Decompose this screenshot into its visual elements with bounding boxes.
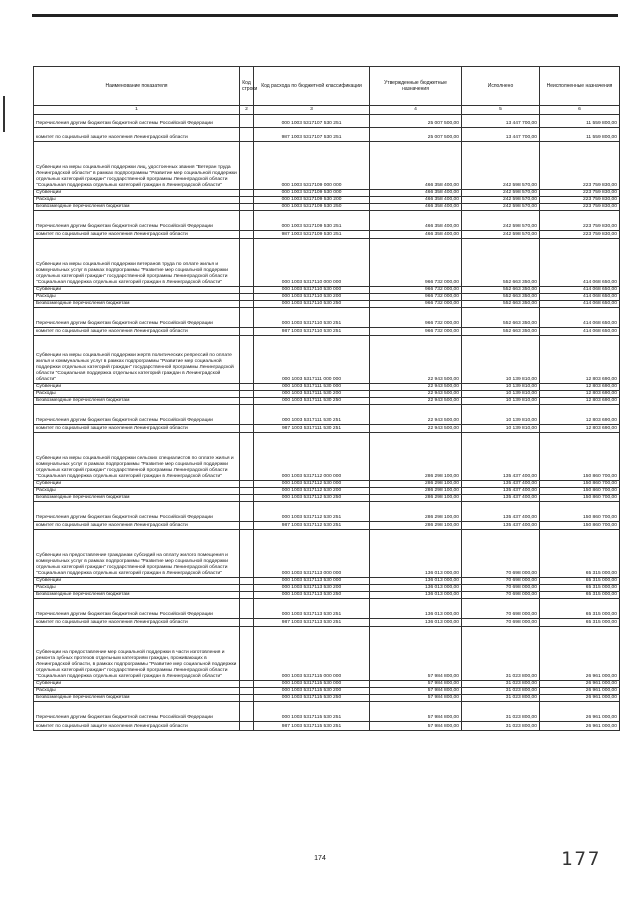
indicator-name-cell: Субвенции (34, 481, 240, 488)
approved-amount-cell: 136 013 000,00 (370, 578, 462, 585)
approved-amount-cell: 286 298 100,00 (370, 495, 462, 502)
indicator-name-cell: комитет по социальной защите населения Ленинградской области (34, 619, 240, 627)
approved-amount-cell: 966 732 000,00 (370, 328, 462, 336)
table-row (34, 384, 620, 391)
row-code-cell (240, 530, 254, 578)
table-row (34, 405, 620, 425)
unexecuted-amount-cell: 223 759 830,00 (540, 211, 620, 231)
unexecuted-amount-cell: 12 803 690,00 (540, 398, 620, 405)
expense-code-cell: 987 1003 5317112 530 251 (254, 522, 370, 530)
indicator-name-cell: Субвенции (34, 190, 240, 197)
unexecuted-amount-cell: 223 759 830,00 (540, 190, 620, 197)
expense-code-cell: 000 1003 5317115 530 251 (254, 702, 370, 722)
column-number: 6 (540, 106, 620, 115)
expense-code-cell: 000 1003 5317112 000 000 (254, 433, 370, 481)
expense-code-cell: 000 1003 5317111 530 251 (254, 405, 370, 425)
table-row (34, 627, 620, 681)
indicator-name-cell: Расходы (34, 197, 240, 204)
approved-amount-cell: 22 943 500,00 (370, 425, 462, 433)
indicator-name-cell: Перечисления другим бюджетам бюджетной системы Российской Федерации (34, 405, 240, 425)
expense-code-cell: 000 1003 5317113 000 000 (254, 530, 370, 578)
approved-amount-cell: 136 013 000,00 (370, 599, 462, 619)
table-row (34, 502, 620, 522)
table-row (34, 231, 620, 239)
indicator-name-cell: Безвозмездные перечисления бюджетам (34, 495, 240, 502)
expense-code-cell: 000 1003 5317115 530 250 (254, 695, 370, 702)
approved-amount-cell: 22 943 500,00 (370, 336, 462, 384)
row-code-cell (240, 231, 254, 239)
page-number: 174 (314, 855, 326, 862)
approved-amount-cell: 57 984 800,00 (370, 722, 462, 731)
approved-amount-cell: 286 298 100,00 (370, 433, 462, 481)
executed-amount-cell: 10 139 810,00 (462, 425, 540, 433)
expense-code-cell: 000 1003 5317110 000 000 (254, 239, 370, 287)
table-row (34, 722, 620, 731)
row-code-cell (240, 722, 254, 731)
indicator-name-cell: Субвенции на предоставление гражданам субсидий на оплату жилого помещения и коммунальных услуг в рамках подпрограммы "Развитие мер социальной поддержки отдельных категорий граждан" государственной программы Ленинградской области "Социальная поддержка отдельных категорий граждан в Ленинградской области" (34, 530, 240, 578)
indicator-name-cell: Перечисления другим бюджетам бюджетной системы Российской Федерации (34, 211, 240, 231)
executed-amount-cell: 70 698 000,00 (462, 599, 540, 619)
table-row (34, 211, 620, 231)
indicator-name-cell: Субвенции (34, 384, 240, 391)
expense-code-cell: 000 1003 5317109 530 251 (254, 211, 370, 231)
approved-amount-cell: 25 007 500,00 (370, 115, 462, 128)
row-code-cell (240, 433, 254, 481)
table-row (34, 522, 620, 530)
table-row (34, 425, 620, 433)
table-row (34, 398, 620, 405)
table-row (34, 142, 620, 190)
executed-amount-cell: 10 139 810,00 (462, 336, 540, 384)
unexecuted-amount-cell: 26 961 000,00 (540, 681, 620, 688)
expense-code-cell: 987 1003 5317111 530 251 (254, 425, 370, 433)
approved-amount-cell: 57 984 800,00 (370, 702, 462, 722)
unexecuted-amount-cell: 12 803 690,00 (540, 425, 620, 433)
column-number: 4 (370, 106, 462, 115)
indicator-name-cell: Безвозмездные перечисления бюджетам (34, 398, 240, 405)
approved-amount-cell: 25 007 500,00 (370, 128, 462, 142)
unexecuted-amount-cell: 26 961 000,00 (540, 702, 620, 722)
executed-amount-cell: 242 598 570,00 (462, 190, 540, 197)
row-code-cell (240, 702, 254, 722)
approved-amount-cell: 286 298 100,00 (370, 488, 462, 495)
approved-amount-cell: 966 732 000,00 (370, 308, 462, 328)
unexecuted-amount-cell: 11 559 800,00 (540, 115, 620, 128)
row-code-cell (240, 115, 254, 128)
unexecuted-amount-cell: 65 315 000,00 (540, 578, 620, 585)
column-number: 5 (462, 106, 540, 115)
row-code-cell (240, 405, 254, 425)
executed-amount-cell: 70 698 000,00 (462, 619, 540, 627)
indicator-name-cell: Расходы (34, 488, 240, 495)
executed-amount-cell: 552 663 350,00 (462, 301, 540, 308)
table-row (34, 681, 620, 688)
indicator-name-cell: Перечисления другим бюджетам бюджетной системы Российской Федерации (34, 308, 240, 328)
column-number: 3 (254, 106, 370, 115)
approved-amount-cell: 57 984 800,00 (370, 695, 462, 702)
expense-code-cell: 000 1003 5317110 530 200 (254, 294, 370, 301)
table-row (34, 328, 620, 336)
unexecuted-amount-cell: 12 803 690,00 (540, 405, 620, 425)
unexecuted-amount-cell: 150 860 700,00 (540, 488, 620, 495)
executed-amount-cell: 31 023 800,00 (462, 688, 540, 695)
expense-code-cell: 987 1003 5317115 530 251 (254, 722, 370, 731)
approved-amount-cell: 136 013 000,00 (370, 585, 462, 592)
executed-amount-cell: 70 698 000,00 (462, 530, 540, 578)
unexecuted-amount-cell: 65 315 000,00 (540, 592, 620, 599)
executed-amount-cell: 135 437 400,00 (462, 488, 540, 495)
indicator-name-cell: комитет по социальной защите населения Ленинградской области (34, 128, 240, 142)
row-code-cell (240, 585, 254, 592)
executed-amount-cell: 135 437 400,00 (462, 502, 540, 522)
expense-code-cell: 000 1003 5317112 530 200 (254, 488, 370, 495)
row-code-cell (240, 239, 254, 287)
table-row (34, 128, 620, 142)
expense-code-cell: 000 1003 5317115 530 200 (254, 688, 370, 695)
expense-code-cell: 000 1003 5317112 530 250 (254, 495, 370, 502)
unexecuted-amount-cell: 11 559 800,00 (540, 128, 620, 142)
indicator-name-cell: Субвенции на меры социальной поддержки сельских специалистов по оплате жилья и коммунальных услуг в рамках подпрограммы "Развитие мер социальной поддержки отдельных категорий граждан" государственной программы Ленинградской области "Социальная поддержка отдельных категорий граждан в Ленинградской области" (34, 433, 240, 481)
indicator-name-cell: Перечисления другим бюджетам бюджетной системы Российской Федерации (34, 115, 240, 128)
table-row (34, 308, 620, 328)
approved-amount-cell: 466 358 400,00 (370, 231, 462, 239)
approved-amount-cell: 466 358 400,00 (370, 197, 462, 204)
executed-amount-cell: 242 598 570,00 (462, 197, 540, 204)
table-row (34, 433, 620, 481)
indicator-name-cell: Расходы (34, 688, 240, 695)
indicator-name-cell: Перечисления другим бюджетам бюджетной системы Российской Федерации (34, 599, 240, 619)
expense-code-cell: 987 1003 5317109 530 251 (254, 231, 370, 239)
table-row (34, 197, 620, 204)
approved-amount-cell: 22 943 500,00 (370, 384, 462, 391)
column-number: 2 (240, 106, 254, 115)
executed-amount-cell: 10 139 810,00 (462, 391, 540, 398)
indicator-name-cell: комитет по социальной защите населения Ленинградской области (34, 425, 240, 433)
unexecuted-amount-cell: 223 759 830,00 (540, 197, 620, 204)
indicator-name-cell: Субвенции на меры социальной поддержки ветеранов труда по оплате жилья и коммунальных услуг в рамках подпрограммы "Развитие мер социальной поддержки отдельных категорий граждан" государственной программы Ленинградской области "Социальная поддержка отдельных категорий граждан в Ленинградской области" (34, 239, 240, 287)
expense-code-cell: 000 1003 5317110 530 000 (254, 287, 370, 294)
executed-amount-cell: 242 598 570,00 (462, 204, 540, 211)
indicator-name-cell: Субвенции на меры социальной поддержки жертв политических репрессий по оплате жилья и коммунальных услуг в рамках подпрограммы "Развитие мер социальной поддержки отдельных категорий граждан" государственной программы Ленинградской области "Социальная поддержка отдельных категорий граждан в Ленинградской области" (34, 336, 240, 384)
table-row (34, 301, 620, 308)
row-code-cell (240, 128, 254, 142)
executed-amount-cell: 552 663 350,00 (462, 294, 540, 301)
indicator-name-cell: Расходы (34, 294, 240, 301)
table-row (34, 391, 620, 398)
unexecuted-amount-cell: 414 068 650,00 (540, 239, 620, 287)
row-code-cell (240, 695, 254, 702)
indicator-name-cell: Безвозмездные перечисления бюджетам (34, 204, 240, 211)
executed-amount-cell: 242 598 570,00 (462, 142, 540, 190)
unexecuted-amount-cell: 414 068 650,00 (540, 287, 620, 294)
indicator-name-cell: Субвенции (34, 578, 240, 585)
unexecuted-amount-cell: 12 803 690,00 (540, 384, 620, 391)
indicator-name-cell: Расходы (34, 585, 240, 592)
unexecuted-amount-cell: 65 315 000,00 (540, 530, 620, 578)
expense-code-cell: 987 1003 5317113 530 251 (254, 619, 370, 627)
row-code-cell (240, 287, 254, 294)
unexecuted-amount-cell: 26 961 000,00 (540, 688, 620, 695)
unexecuted-amount-cell: 26 961 000,00 (540, 695, 620, 702)
unexecuted-amount-cell: 414 068 650,00 (540, 301, 620, 308)
table-row (34, 488, 620, 495)
row-code-cell (240, 197, 254, 204)
unexecuted-amount-cell: 223 759 830,00 (540, 142, 620, 190)
row-code-cell (240, 578, 254, 585)
expense-code-cell: 000 1003 5317115 000 000 (254, 627, 370, 681)
header-row-code: Код строки (240, 67, 254, 106)
executed-amount-cell: 70 698 000,00 (462, 578, 540, 585)
approved-amount-cell: 466 358 400,00 (370, 142, 462, 190)
approved-amount-cell: 22 943 500,00 (370, 391, 462, 398)
approved-amount-cell: 136 013 000,00 (370, 619, 462, 627)
executed-amount-cell: 552 663 350,00 (462, 239, 540, 287)
expense-code-cell: 000 1003 5317112 530 000 (254, 481, 370, 488)
executed-amount-cell: 552 663 350,00 (462, 328, 540, 336)
expense-code-cell: 000 1003 5317113 530 200 (254, 585, 370, 592)
unexecuted-amount-cell: 223 759 830,00 (540, 231, 620, 239)
unexecuted-amount-cell: 150 860 700,00 (540, 495, 620, 502)
header-unexecuted: Неисполненные назначения (540, 67, 620, 106)
executed-amount-cell: 10 139 810,00 (462, 384, 540, 391)
expense-code-cell: 000 1003 5317113 530 000 (254, 578, 370, 585)
executed-amount-cell: 70 698 000,00 (462, 592, 540, 599)
executed-amount-cell: 135 437 400,00 (462, 433, 540, 481)
executed-amount-cell: 31 023 800,00 (462, 681, 540, 688)
executed-amount-cell: 31 023 800,00 (462, 722, 540, 731)
expense-code-cell: 000 1003 5317109 000 000 (254, 142, 370, 190)
header-row (34, 67, 620, 106)
column-number: 1 (34, 106, 240, 115)
unexecuted-amount-cell: 414 068 650,00 (540, 308, 620, 328)
unexecuted-amount-cell: 150 860 700,00 (540, 481, 620, 488)
executed-amount-cell: 70 698 000,00 (462, 585, 540, 592)
approved-amount-cell: 466 358 400,00 (370, 190, 462, 197)
indicator-name-cell: комитет по социальной защите населения Ленинградской области (34, 328, 240, 336)
expense-code-cell: 987 1003 5317107 530 251 (254, 128, 370, 142)
approved-amount-cell: 966 732 000,00 (370, 294, 462, 301)
approved-amount-cell: 136 013 000,00 (370, 592, 462, 599)
indicator-name-cell: комитет по социальной защите населения Ленинградской области (34, 522, 240, 530)
table-row (34, 294, 620, 301)
table-row (34, 578, 620, 585)
indicator-name-cell: комитет по социальной защите населения Ленинградской области (34, 231, 240, 239)
expense-code-cell: 000 1003 5317112 530 251 (254, 502, 370, 522)
expense-code-cell: 000 1003 5317111 000 000 (254, 336, 370, 384)
row-code-cell (240, 599, 254, 619)
margin-mark (3, 96, 5, 132)
unexecuted-amount-cell: 65 315 000,00 (540, 585, 620, 592)
table-row (34, 190, 620, 197)
top-rule (32, 14, 618, 17)
row-code-cell (240, 522, 254, 530)
executed-amount-cell: 552 663 350,00 (462, 287, 540, 294)
unexecuted-amount-cell: 150 860 700,00 (540, 433, 620, 481)
row-code-cell (240, 481, 254, 488)
row-code-cell (240, 204, 254, 211)
unexecuted-amount-cell: 150 860 700,00 (540, 522, 620, 530)
table-body (34, 115, 620, 731)
row-code-cell (240, 488, 254, 495)
row-code-cell (240, 391, 254, 398)
expense-code-cell: 000 1003 5317109 530 250 (254, 204, 370, 211)
table-row (34, 239, 620, 287)
executed-amount-cell: 31 023 800,00 (462, 702, 540, 722)
row-code-cell (240, 190, 254, 197)
unexecuted-amount-cell: 414 068 650,00 (540, 328, 620, 336)
indicator-name-cell: Субвенции (34, 287, 240, 294)
executed-amount-cell: 242 598 570,00 (462, 231, 540, 239)
table-row (34, 599, 620, 619)
unexecuted-amount-cell: 26 961 000,00 (540, 722, 620, 731)
header-indicator-name: Наименование показателя (34, 67, 240, 106)
approved-amount-cell: 286 298 100,00 (370, 481, 462, 488)
expense-code-cell: 987 1003 5317110 530 251 (254, 328, 370, 336)
table-row (34, 702, 620, 722)
executed-amount-cell: 135 437 400,00 (462, 522, 540, 530)
row-code-cell (240, 211, 254, 231)
approved-amount-cell: 966 732 000,00 (370, 301, 462, 308)
row-code-cell (240, 502, 254, 522)
unexecuted-amount-cell: 26 961 000,00 (540, 627, 620, 681)
expense-code-cell: 000 1003 5317109 530 000 (254, 190, 370, 197)
table-row (34, 336, 620, 384)
approved-amount-cell: 966 732 000,00 (370, 287, 462, 294)
row-code-cell (240, 301, 254, 308)
approved-amount-cell: 286 298 100,00 (370, 502, 462, 522)
approved-amount-cell: 57 984 800,00 (370, 681, 462, 688)
row-code-cell (240, 294, 254, 301)
row-code-cell (240, 619, 254, 627)
expense-code-cell: 000 1003 5317113 530 251 (254, 599, 370, 619)
indicator-name-cell: Безвозмездные перечисления бюджетам (34, 301, 240, 308)
approved-amount-cell: 466 358 400,00 (370, 204, 462, 211)
indicator-name-cell: Перечисления другим бюджетам бюджетной системы Российской Федерации (34, 502, 240, 522)
indicator-name-cell: Безвозмездные перечисления бюджетам (34, 695, 240, 702)
header-approved: Утвержденные бюджетные назначения (370, 67, 462, 106)
executed-amount-cell: 13 447 700,00 (462, 128, 540, 142)
executed-amount-cell: 552 663 350,00 (462, 308, 540, 328)
row-code-cell (240, 627, 254, 681)
approved-amount-cell: 966 732 000,00 (370, 239, 462, 287)
budget-table (33, 66, 620, 731)
indicator-name-cell: Субвенции (34, 681, 240, 688)
table-row (34, 695, 620, 702)
expense-code-cell: 000 1003 5317110 530 251 (254, 308, 370, 328)
expense-code-cell: 000 1003 5317113 530 250 (254, 592, 370, 599)
unexecuted-amount-cell: 414 068 650,00 (540, 294, 620, 301)
executed-amount-cell: 10 139 810,00 (462, 405, 540, 425)
row-code-cell (240, 425, 254, 433)
table-row (34, 115, 620, 128)
row-code-cell (240, 495, 254, 502)
executed-amount-cell: 135 437 400,00 (462, 481, 540, 488)
table-row (34, 530, 620, 578)
row-code-cell (240, 328, 254, 336)
table-row (34, 619, 620, 627)
unexecuted-amount-cell: 12 803 690,00 (540, 391, 620, 398)
approved-amount-cell: 466 358 400,00 (370, 211, 462, 231)
row-code-cell (240, 688, 254, 695)
indicator-name-cell: Безвозмездные перечисления бюджетам (34, 592, 240, 599)
expense-code-cell: 000 1003 5317110 530 250 (254, 301, 370, 308)
indicator-name-cell: Субвенции на предоставление мер социальной поддержки в части изготовления и ремонта зубных протезов отдельным категориям граждан, проживающих в Ленинградской области, в рамках подпрограммы "Развитие мер социальной поддержки отдельных категорий граждан" государственной программы Ленинградской области "Социальная поддержка отдельных категорий граждан в Ленинградской области" (34, 627, 240, 681)
approved-amount-cell: 57 984 800,00 (370, 688, 462, 695)
expense-code-cell: 000 1003 5317111 530 000 (254, 384, 370, 391)
row-code-cell (240, 681, 254, 688)
stamped-page-number: 177 (561, 848, 602, 870)
approved-amount-cell: 136 013 000,00 (370, 530, 462, 578)
expense-code-cell: 000 1003 5317107 530 251 (254, 115, 370, 128)
table-row (34, 688, 620, 695)
unexecuted-amount-cell: 65 315 000,00 (540, 619, 620, 627)
table-row (34, 287, 620, 294)
approved-amount-cell: 22 943 500,00 (370, 405, 462, 425)
table-row (34, 204, 620, 211)
unexecuted-amount-cell: 12 803 690,00 (540, 336, 620, 384)
executed-amount-cell: 10 139 810,00 (462, 398, 540, 405)
row-code-cell (240, 592, 254, 599)
approved-amount-cell: 22 943 500,00 (370, 398, 462, 405)
header-executed: Исполнено (462, 67, 540, 106)
executed-amount-cell: 31 023 800,00 (462, 695, 540, 702)
row-code-cell (240, 142, 254, 190)
unexecuted-amount-cell: 223 759 830,00 (540, 204, 620, 211)
indicator-name-cell: Субвенции на меры социальной поддержки лиц, удостоенных звания "Ветеран труда Ленинградской области" в рамках подпрограммы "Развитие мер социальной поддержки отдельных категорий граждан" государственной программы Ленинградской области "Социальная поддержка отдельных категорий граждан в Ленинградской области" (34, 142, 240, 190)
executed-amount-cell: 31 023 800,00 (462, 627, 540, 681)
executed-amount-cell: 242 598 570,00 (462, 211, 540, 231)
table-row (34, 481, 620, 488)
approved-amount-cell: 57 984 800,00 (370, 627, 462, 681)
unexecuted-amount-cell: 150 860 700,00 (540, 502, 620, 522)
unexecuted-amount-cell: 65 315 000,00 (540, 599, 620, 619)
executed-amount-cell: 135 437 400,00 (462, 495, 540, 502)
expense-code-cell: 000 1003 5317115 530 000 (254, 681, 370, 688)
row-code-cell (240, 308, 254, 328)
row-code-cell (240, 384, 254, 391)
column-number-row (34, 106, 620, 115)
table-row (34, 585, 620, 592)
table-row (34, 495, 620, 502)
indicator-name-cell: Расходы (34, 391, 240, 398)
row-code-cell (240, 336, 254, 384)
approved-amount-cell: 286 298 100,00 (370, 522, 462, 530)
executed-amount-cell: 13 447 700,00 (462, 115, 540, 128)
row-code-cell (240, 398, 254, 405)
indicator-name-cell: комитет по социальной защите населения Ленинградской области (34, 722, 240, 731)
expense-code-cell: 000 1003 5317111 530 200 (254, 391, 370, 398)
expense-code-cell: 000 1003 5317111 530 250 (254, 398, 370, 405)
header-expense-code: Код расхода по бюджетной классификации (254, 67, 370, 106)
expense-code-cell: 000 1003 5317109 530 200 (254, 197, 370, 204)
indicator-name-cell: Перечисления другим бюджетам бюджетной системы Российской Федерации (34, 702, 240, 722)
table-row (34, 592, 620, 599)
